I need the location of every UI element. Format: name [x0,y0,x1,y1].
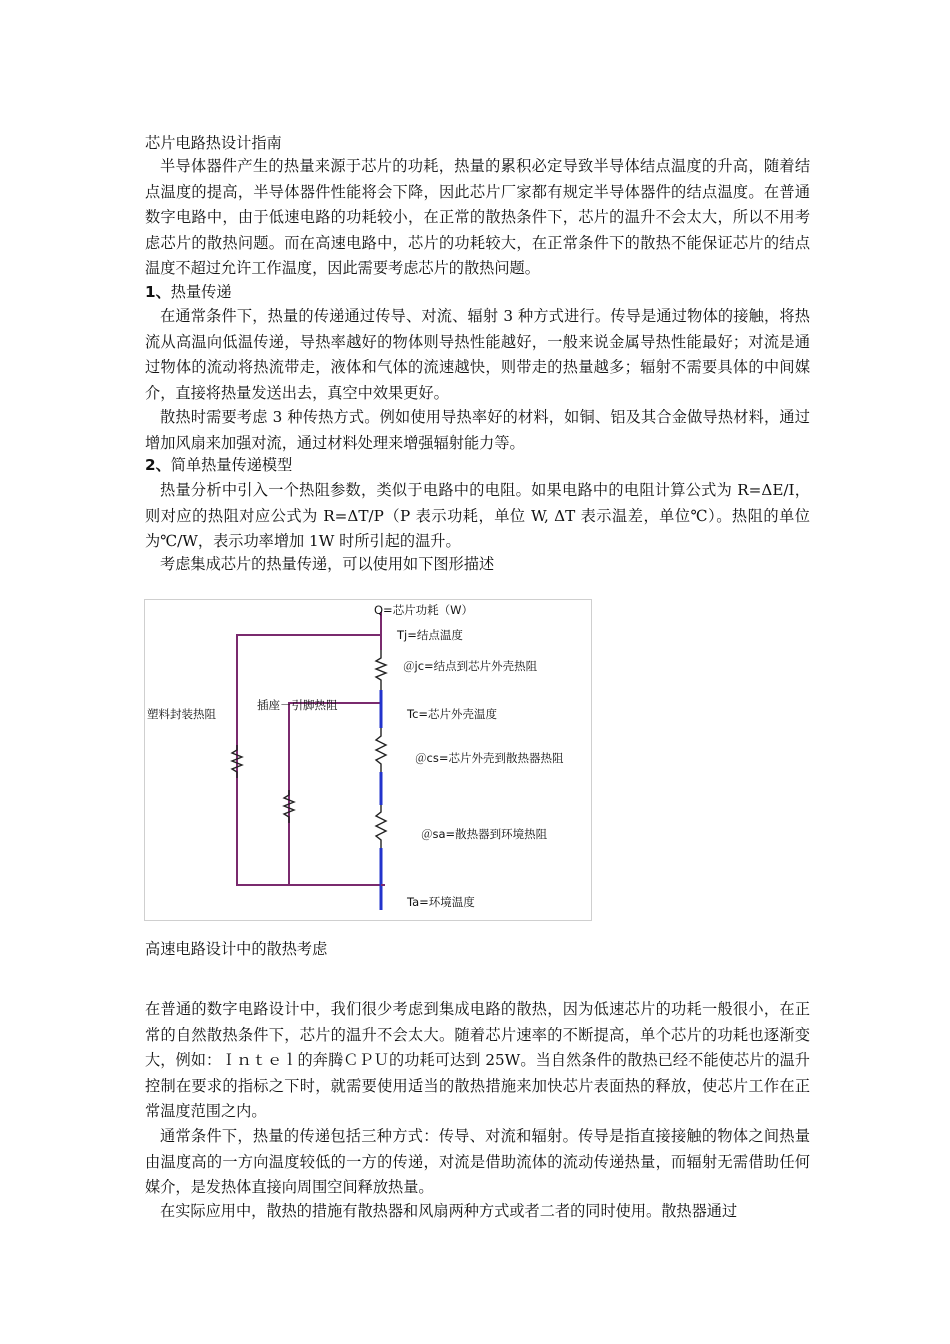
label-tj: Tj=结点温度 [397,628,463,642]
resistor-jc [376,650,386,690]
section-3-paragraph-3: 在实际应用中，散热的措施有散热器和风扇两种方式或者二者的同时使用。散热器通过 [160,1202,738,1220]
thermal-resistance-diagram [144,599,592,921]
section-2-paragraph-2: 考虑集成芯片的热量传递，可以使用如下图形描述 [160,555,495,573]
label-theta-cs: ＠cs=芯片外壳到散热器热阻 [415,751,564,765]
section-1-paragraph-1: 在通常条件下，热量的传递通过传导、对流、辐射 3 种方式进行。传导是通过物体的接触，将热流从高温向低温传递，导热率越好的物体则导热性能越好，一般来说金属导热性能最好；对流是通过物体的流动将热流带走，液体和气体的流速越快，则带走的热量越多；辐射不需要具体的中间媒介，直接将热量发送出去，真空中效果更好。 [145,307,810,402]
section-2-paragraph-1: 热量分析中引入一个热阻参数，类似于电路中的电阻。如果电路中的电阻计算公式为 R=ΔE/I，则对应的热阻对应公式为 R=ΔT/P（P 表示功耗，单位 W, ΔT 表示温差，单位℃）。热阻的单位为℃/W，表示功率增加 1W 时所引起的温升。 [145,481,810,551]
section-1-title: 热量传递 [170,283,232,301]
inner-loop-wire [289,703,381,885]
label-theta-sa: ＠sa=散热器到环境热阻 [421,827,548,841]
section-1-number: 1、 [145,283,171,301]
label-tc: Tc=芯片外壳温度 [407,707,498,721]
intro-paragraph: 半导体器件产生的热量来源于芯片的功耗，热量的累积必定导致半导体结点温度的升高，随着结点温度的提高，半导体器件性能将会下降，因此芯片厂家都有规定半导体器件的结点温度。在普通数字电路中，由于低速电路的功耗较小，在正常的散热条件下，芯片的温升不会太大，所以不用考虑芯片的散热问题。而在高速电路中，芯片的功耗较大，在正常条件下的散热不能保证芯片的结点温度不超过允许工作温度，因此需要考虑芯片的散热问题。 [145,157,810,278]
section-1-paragraph-2: 散热时需要考虑 3 种传热方式。例如使用导热率好的材料，如铜、铝及其合金做导热材料，通过增加风扇来加强对流，通过材料处理来增强辐射能力等。 [145,408,810,452]
label-q-power: Q=芯片功耗（W） [374,603,474,617]
label-ta: Ta=环境温度 [407,895,475,909]
section-2-number: 2、 [145,456,171,474]
section-3-paragraph-2: 通常条件下，热量的传递包括三种方式：传导、对流和辐射。传导是指直接接触的物体之间热量由温度高的一方向温度较低的一方的传递，对流是借助流体的流动传递热量，而辐射无需借助任何媒介，是发热体直接向周围空间释放热量。 [145,1127,810,1197]
section-2-heading [145,453,810,479]
resistor-group [232,650,386,848]
section-3-heading: 高速电路设计中的散热考虑 [145,940,328,958]
label-socket-pin: 插座－引脚热阻 [257,698,338,712]
section-1-heading [145,280,810,306]
label-plastic-package: 塑料封装热阻 [147,707,216,721]
section-2-title: 简单热量传递模型 [170,456,293,474]
label-theta-jc: ＠jc=结点到芯片外壳热阻 [403,659,538,673]
outer-loop-wire [237,635,381,885]
purple-wires [237,612,381,885]
doc-title: 芯片电路热设计指南 [145,134,282,152]
resistor-cs [376,728,386,772]
section-3-paragraph-1: 在普通的数字电路设计中，我们很少考虑到集成电路的散热，因为低速芯片的功耗一般很小，在正常的自然散热条件下，芯片的温升不会太大。随着芯片速率的不断提高，单个芯片的功耗也逐渐变大，例如：Ｉｎｔｅｌ的奔腾ＣＰＵ的功耗可达到 25W。当自然条件的散热已经不能使芯片的温升控制在要求的指标之下时，就需要使用适当的散热措施来加快芯片表面热的释放，使芯片工作在正常温度范围之内。 [145,1000,810,1121]
resistor-sa [376,805,386,848]
